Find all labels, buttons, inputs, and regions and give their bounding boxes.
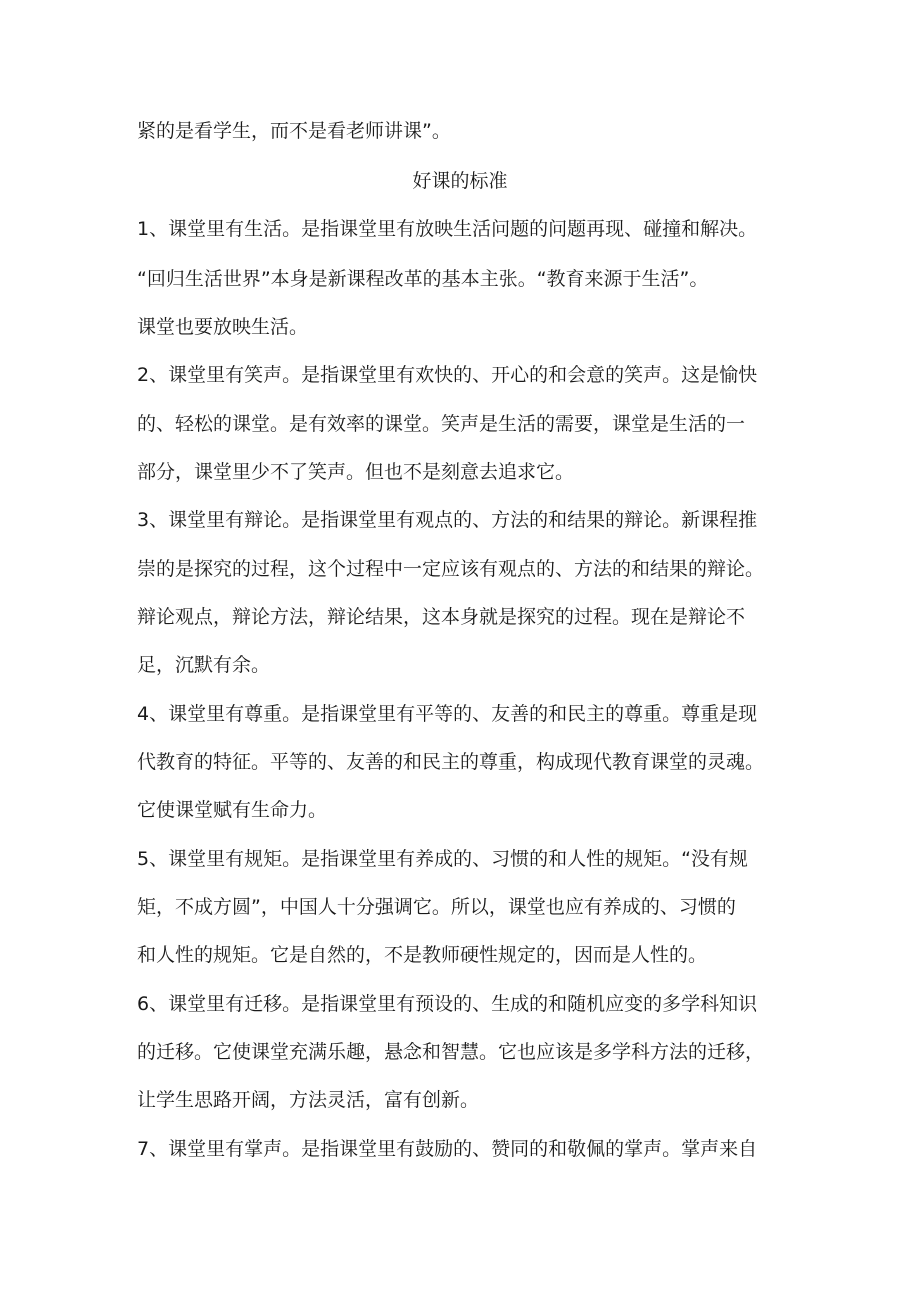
text-line-6: 部分，课堂里少不了笑声。但也不是刻意去追求它。 xyxy=(137,461,575,483)
text-line-5: 的、轻松的课堂。是有效率的课堂。笑声是生活的需要，课堂是生活的一 xyxy=(137,413,746,435)
text-line-4: 2、课堂里有笑声。是指课堂里有欢快的、开心的和会意的笑声。这是愉快 xyxy=(137,364,758,386)
text-line-17: 6、课堂里有迁移。是指课堂里有预设的、生成的和随机应变的多学科知识 xyxy=(137,993,758,1015)
text-line-9: 辩论观点，辩论方法，辩论结果，这本身就是探究的过程。现在是辩论不 xyxy=(137,606,746,628)
text-line-13: 它使课堂赋有生命力。 xyxy=(137,799,328,821)
text-line-10: 足，沉默有余。 xyxy=(137,654,271,676)
text-line-2: “回归生活世界”本身是新课程改革的基本主张。“教育来源于生活”。 xyxy=(137,268,709,290)
text-line-14: 5、课堂里有规矩。是指课堂里有养成的、习惯的和人性的规矩。“没有规 xyxy=(137,848,748,870)
text-line-8: 崇的是探究的过程，这个过程中一定应该有观点的、方法的和结果的辩论。 xyxy=(137,558,765,580)
text-line-12: 代教育的特征。平等的、友善的和民主的尊重，构成现代教育课堂的灵魂。 xyxy=(137,751,765,773)
text-line-11: 4、课堂里有尊重。是指课堂里有平等的、友善的和民主的尊重。尊重是现 xyxy=(137,703,758,725)
text-line-18: 的迁移。它使课堂充满乐趣，悬念和智慧。它也应该是多学科方法的迁移， xyxy=(137,1041,765,1063)
text-line-20: 7、课堂里有掌声。是指课堂里有鼓励的、赞同的和敬佩的掌声。掌声来自 xyxy=(137,1138,758,1160)
text-line-15: 矩，不成方圆”，中国人十分强调它。所以，课堂也应有养成的、习惯的 xyxy=(137,896,736,918)
text-line-3: 课堂也要放映生活。 xyxy=(137,316,309,338)
text-line-7: 3、课堂里有辩论。是指课堂里有观点的、方法的和结果的辩论。新课程推 xyxy=(137,509,758,531)
text-line-19: 让学生思路开阔，方法灵活，富有创新。 xyxy=(137,1089,480,1111)
text-line-1: 1、课堂里有生活。是指课堂里有放映生活问题的问题再现、碰撞和解决。 xyxy=(137,218,758,240)
text-line-0: 紧的是看学生，而不是看老师讲课”。 xyxy=(137,120,451,142)
text-line-16: 和人性的规矩。它是自然的，不是教师硬性规定的，因而是人性的。 xyxy=(137,944,708,966)
section-title: 好课的标准 xyxy=(412,170,508,192)
